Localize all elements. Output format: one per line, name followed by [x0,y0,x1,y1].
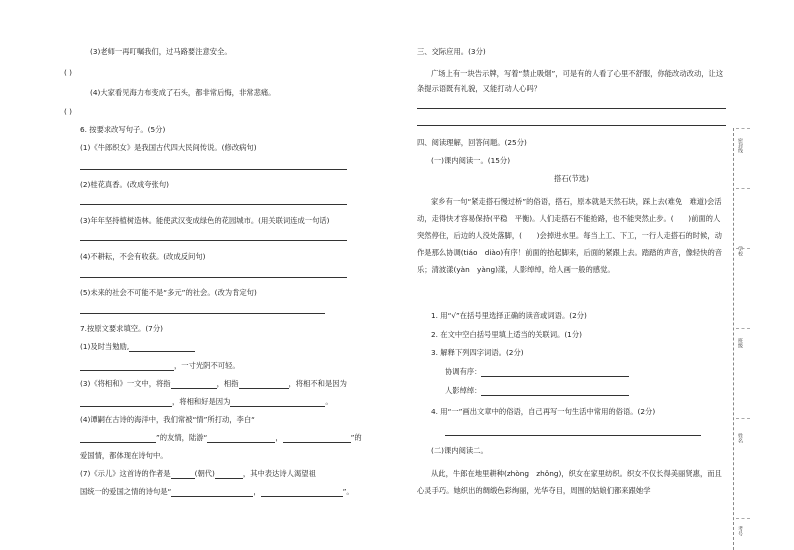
question-4: 4. 用“一”画出文章中的俗语，自己再写一句生活中常用的俗语。(2分) [431,407,656,416]
answer-line [80,240,347,241]
term-label: 协调有序： [445,367,482,376]
section-3-text: 广场上有一块告示牌，写着“禁止吸烟”，可是有的人看了心里不舒服，你能改动改动，让这条提示语既有礼貌，又能打动人心吗？ [417,69,724,93]
answer-paren: ( ) [64,107,73,116]
question-3: 3. 解释下列四字词语。(2分) [431,348,524,357]
answer-line [417,108,726,109]
rewrite-2: (2)桂花真香。(改成夸张句) [80,180,169,189]
fill-blank[interactable] [129,343,195,352]
answer-line [80,313,325,314]
binding-tick [736,128,750,129]
answer-line [417,125,726,126]
fill-text: ， [275,433,283,442]
passage-2-text: 从此，牛郎在地里耕种(zhòng zhǒng)，织女在家里纺织。织女不仅长得美丽贤惠，而且心灵手巧。她织出的绸缎色彩绚丽，光华夺目，周围的姑娘们都来跟她学 [417,469,722,495]
question-3a [445,367,629,377]
fill-text: 。 [325,397,333,406]
fill-text: ， [253,487,261,496]
fill-text: ，一寸光阴不可轻。 [174,361,240,370]
fill-text: 国统一的爱国之情的诗句是“ [80,487,172,496]
fill-blank[interactable] [171,470,195,479]
fill-5 [80,469,316,479]
fill-blank[interactable] [230,398,325,407]
fill-blank[interactable] [80,434,156,443]
reading-2-title: (二)课内阅读二。 [431,446,488,455]
binding-margin [733,128,752,550]
rewrite-4: (4)不耕耘，不会有收获。(改成反问句) [80,252,206,261]
binding-tick [736,518,750,519]
fill-text: (7)《示儿》这首诗的作者是 [80,469,171,478]
fill-text: (朝代) [194,469,215,478]
answer-line [445,435,701,436]
answer-line [80,169,347,170]
section-7-title: 7.按原文要求填空。(7分) [80,324,163,333]
rewrite-5: (5)未来的社会不可能不是“多元”的社会。(改为肯定句) [80,288,257,297]
section-6-title: 6. 按要求改写句子。(5分) [80,125,166,134]
fill-text: ，其中表达诗人渴望祖 [242,469,316,478]
answer-blank[interactable] [481,368,629,377]
fill-blank[interactable] [261,488,343,497]
fill-blank[interactable] [80,398,172,407]
binding-label: 姓名 [737,433,743,443]
fill-blank[interactable] [283,434,351,443]
fill-blank[interactable] [215,470,243,479]
fill-4-end: 爱国情，都体现在诗句中。 [80,451,168,460]
binding-label: 学校 [737,246,743,256]
fill-text: (1)及时当勉励, [80,342,130,351]
question-4-4: (4)大家看见海力布变成了石头，都非常后悔，非常悲痛。 [90,88,276,97]
fill-5-cont [80,487,354,497]
reading-1-title: (一)课内阅读一。(15分) [431,156,511,165]
passage-text: 家乡有一句“紧走搭石慢过桥”的俗语，搭石，原本就是天然石块，踩上去(难免 难道)会活动，走得快才容易保持(平稳 平衡)。人们走搭石不能抢路，也不能突然止步。( )前面的人突然停住，后边的人没处落脚，( )会掉进水里。每当上工、下工，一行人走搭石的时候，动作是那么协调(tiáo diào)有序！前面的抬起脚来，后面的紧跟上去。踏踏的声音，像轻快的音乐；清波漾(yàn yàng)漾，人影绰绰，给人画一般的感觉。 [417,197,723,274]
fill-3 [80,379,347,389]
fill-4: (4)谭嗣在古诗的海洋中，我们常被“情”所打动，李白“ [80,415,255,424]
fill-3-cont [80,397,333,407]
answer-line [80,204,347,205]
answer-paren: ( ) [64,68,73,77]
question-2: 2. 在文中空白括号里填上适当的关联词。(1分) [431,330,582,339]
question-4-3: (3)老师一再叮嘱我们，过马路要注意安全。 [90,47,232,56]
fill-1 [80,342,195,352]
fill-text: ”。 [342,487,354,496]
fill-text: ”的 [350,433,362,442]
fill-text: ”的友情，陆游“ [156,433,208,442]
answer-line [80,277,347,278]
fill-blank[interactable] [239,380,289,389]
fill-4-cont [80,433,362,443]
section-3-title: 三、交际应用。(3分) [417,47,486,56]
rewrite-1: (1)《牛郎织女》是我国古代四大民间传说。(修改病句) [80,143,257,152]
fill-blank[interactable] [80,362,174,371]
binding-label: 密封线 [737,138,743,153]
section-4-title: 四、阅读理解，回答问题。(25分) [417,138,527,147]
question-1: 1. 用“√”在括号里选择正确的读音或词语。(2分) [431,311,587,320]
rewrite-3: (3)年年坚持植树造林。能使武汉变成绿色的花园城市。(用关联词连成一句话) [80,216,330,225]
binding-label: 考号 [737,526,743,536]
passage-title: 搭石(节选) [554,174,589,183]
binding-label: 班级 [737,338,743,348]
term-label: 人影绰绰： [445,386,482,395]
fill-blank[interactable] [171,488,253,497]
fill-text: ，相指 [216,379,239,388]
question-3b [445,386,629,396]
binding-tick [736,328,750,329]
binding-tick [736,418,750,419]
fill-text: ，将相和好是因为 [172,397,231,406]
answer-blank[interactable] [481,387,629,396]
fill-text: (3)《将相和》一文中，将指 [80,379,171,388]
fill-text: ，将相不和是因为 [288,379,347,388]
fill-blank[interactable] [171,380,217,389]
fill-2 [80,361,240,371]
binding-tick [736,188,750,189]
fill-blank[interactable] [207,434,275,443]
